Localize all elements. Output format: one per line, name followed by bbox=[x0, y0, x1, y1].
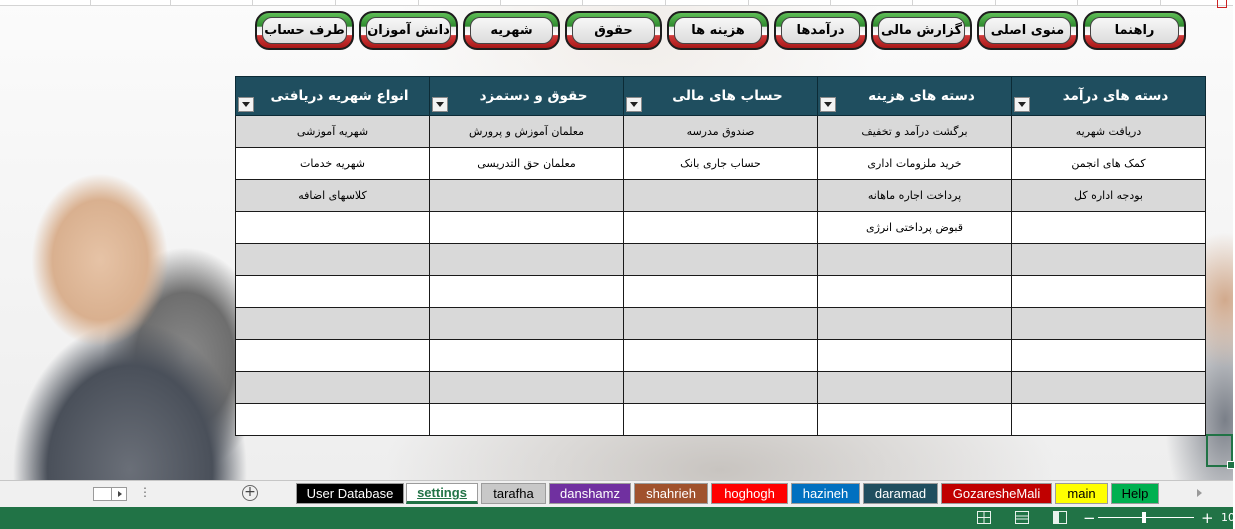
table-cell[interactable]: حساب جاری بانک bbox=[624, 148, 818, 180]
sheet-tab-user-database[interactable]: User Database bbox=[296, 483, 404, 504]
tuition-button[interactable] bbox=[463, 11, 560, 50]
table-cell[interactable]: بودجه اداره کل bbox=[1012, 180, 1206, 212]
header-income-categories: دسته های درآمد bbox=[1012, 77, 1206, 116]
table-cell[interactable] bbox=[624, 372, 818, 404]
help-button[interactable] bbox=[1083, 11, 1186, 50]
students-button-label: دانش آموزان bbox=[366, 17, 451, 44]
table-cell[interactable] bbox=[430, 372, 624, 404]
table-cell[interactable] bbox=[236, 212, 430, 244]
table-row bbox=[236, 180, 1206, 212]
add-sheet-button[interactable]: + bbox=[242, 485, 258, 501]
table-cell[interactable]: معلمان آموزش و پرورش bbox=[430, 116, 624, 148]
table-cell[interactable] bbox=[818, 372, 1012, 404]
expenses-button-label: هزینه ها bbox=[674, 17, 762, 44]
zoom-level[interactable]: 10 bbox=[1221, 511, 1235, 524]
horizontal-scrollbar[interactable] bbox=[93, 487, 127, 501]
table-cell[interactable] bbox=[624, 180, 818, 212]
table-cell[interactable] bbox=[818, 244, 1012, 276]
sheet-tab-hazineh[interactable]: hazineh bbox=[791, 483, 860, 504]
help-button-label: راهنما bbox=[1090, 17, 1179, 44]
header-financial-accounts: حساب های مالی bbox=[624, 77, 818, 116]
corner-marker bbox=[1217, 0, 1227, 8]
financial-report-button-label: گزارش مالی bbox=[878, 17, 965, 44]
table-cell[interactable] bbox=[818, 308, 1012, 340]
table-cell[interactable] bbox=[1012, 212, 1206, 244]
scroll-right-icon[interactable] bbox=[118, 491, 122, 497]
table-header-row bbox=[236, 77, 1206, 116]
sheet-tab-settings[interactable]: settings bbox=[406, 483, 478, 504]
table-row bbox=[236, 404, 1206, 436]
incomes-button[interactable] bbox=[774, 11, 867, 50]
table-cell[interactable] bbox=[624, 340, 818, 372]
tab-split-handle-icon[interactable]: ⋮ bbox=[139, 485, 151, 499]
table-cell[interactable] bbox=[1012, 244, 1206, 276]
main-menu-button[interactable] bbox=[977, 11, 1078, 50]
table-row bbox=[236, 308, 1206, 340]
table-row bbox=[236, 212, 1206, 244]
sheet-tab-help[interactable]: Help bbox=[1111, 483, 1159, 504]
table-cell[interactable] bbox=[430, 212, 624, 244]
sheet-tab-bar bbox=[0, 480, 1233, 507]
table-cell[interactable] bbox=[430, 276, 624, 308]
table-row bbox=[236, 244, 1206, 276]
tuition-button-label: شهریه bbox=[470, 17, 553, 44]
zoom-out-button[interactable]: − bbox=[1083, 509, 1096, 527]
zoom-slider-thumb[interactable] bbox=[1142, 512, 1146, 523]
sheet-tab-shahrieh[interactable]: shahrieh bbox=[634, 483, 708, 504]
salaries-button-label: حقوق bbox=[572, 17, 655, 44]
page-break-view-icon[interactable] bbox=[1053, 511, 1067, 524]
sheet-tab-danshamz[interactable]: danshamz bbox=[549, 483, 631, 504]
table-cell[interactable] bbox=[236, 404, 430, 436]
table-cell[interactable] bbox=[1012, 372, 1206, 404]
accounts-party-button-label: طرف حساب bbox=[262, 17, 347, 44]
header-tuition-types: انواع شهریه دریافتی bbox=[236, 77, 430, 116]
table-cell[interactable] bbox=[624, 308, 818, 340]
incomes-button-label: درآمدها bbox=[781, 17, 860, 44]
table-cell[interactable] bbox=[430, 180, 624, 212]
table-row bbox=[236, 340, 1206, 372]
table-cell[interactable] bbox=[818, 276, 1012, 308]
salaries-button[interactable] bbox=[565, 11, 662, 50]
table-cell[interactable]: معلمان حق التدریسی bbox=[430, 148, 624, 180]
table-row bbox=[236, 148, 1206, 180]
tab-scroll-right-icon[interactable] bbox=[1197, 489, 1202, 497]
header-salaries: حقوق و دستمزد bbox=[430, 77, 624, 116]
table-cell[interactable] bbox=[236, 276, 430, 308]
table-cell[interactable] bbox=[1012, 404, 1206, 436]
table-cell[interactable] bbox=[236, 340, 430, 372]
table-cell[interactable] bbox=[236, 244, 430, 276]
table-row bbox=[236, 276, 1206, 308]
sheet-tab-tarafha[interactable]: tarafha bbox=[481, 483, 546, 504]
settings-table bbox=[235, 76, 1206, 436]
page-layout-view-icon[interactable] bbox=[1015, 511, 1029, 524]
sheet-tab-daramad[interactable]: daramad bbox=[863, 483, 938, 504]
table-cell[interactable] bbox=[1012, 308, 1206, 340]
filter-dropdown-icon[interactable] bbox=[1014, 97, 1030, 112]
normal-view-icon[interactable] bbox=[977, 511, 991, 524]
table-cell[interactable] bbox=[1012, 276, 1206, 308]
table-cell[interactable]: صندوق مدرسه bbox=[624, 116, 818, 148]
zoom-slider[interactable] bbox=[1098, 517, 1194, 518]
table-cell[interactable] bbox=[624, 276, 818, 308]
table-cell[interactable] bbox=[624, 404, 818, 436]
table-cell[interactable] bbox=[430, 404, 624, 436]
table-row bbox=[236, 116, 1206, 148]
filter-dropdown-icon[interactable] bbox=[626, 97, 642, 112]
table-cell[interactable]: پرداخت اجاره ماهانه bbox=[818, 180, 1012, 212]
table-cell[interactable]: قبوض پرداختی انرژی bbox=[818, 212, 1012, 244]
table-cell[interactable]: دریافت شهریه bbox=[1012, 116, 1206, 148]
table-cell[interactable]: شهریه آموزشی bbox=[236, 116, 430, 148]
filter-dropdown-icon[interactable] bbox=[820, 97, 836, 112]
column-gridlines bbox=[0, 0, 1233, 6]
table-cell[interactable] bbox=[624, 212, 818, 244]
table-cell[interactable] bbox=[236, 372, 430, 404]
sheet-tab-gozareshemali[interactable]: GozaresheMali bbox=[941, 483, 1052, 504]
table-cell[interactable]: کمک های انجمن bbox=[1012, 148, 1206, 180]
expenses-button[interactable] bbox=[667, 11, 769, 50]
table-cell[interactable]: شهریه خدمات bbox=[236, 148, 430, 180]
macro-button-row bbox=[0, 11, 1233, 51]
selected-cell-indicator[interactable] bbox=[1206, 434, 1233, 467]
table-cell[interactable] bbox=[430, 244, 624, 276]
filter-dropdown-icon[interactable] bbox=[238, 97, 254, 112]
main-menu-button-label: منوی اصلی bbox=[984, 17, 1071, 44]
table-cell[interactable] bbox=[430, 308, 624, 340]
table-cell[interactable] bbox=[818, 404, 1012, 436]
table-cell[interactable] bbox=[1012, 340, 1206, 372]
table-cell[interactable]: برگشت درآمد و تخفیف bbox=[818, 116, 1012, 148]
table-row bbox=[236, 372, 1206, 404]
financial-report-button[interactable] bbox=[871, 11, 972, 50]
filter-dropdown-icon[interactable] bbox=[432, 97, 448, 112]
table-cell[interactable]: خرید ملزومات اداری bbox=[818, 148, 1012, 180]
status-bar bbox=[0, 507, 1233, 529]
table-cell[interactable] bbox=[430, 340, 624, 372]
table-cell[interactable] bbox=[624, 244, 818, 276]
zoom-in-button[interactable]: + bbox=[1201, 509, 1214, 527]
table-cell[interactable] bbox=[236, 308, 430, 340]
sheet-tab-main[interactable]: main bbox=[1055, 483, 1108, 504]
sheet-tab-hoghogh[interactable]: hoghogh bbox=[711, 483, 788, 504]
header-expense-categories: دسته های هزینه bbox=[818, 77, 1012, 116]
table-cell[interactable] bbox=[818, 340, 1012, 372]
accounts-party-button[interactable] bbox=[255, 11, 354, 50]
students-button[interactable] bbox=[359, 11, 458, 50]
table-cell[interactable]: کلاسهای اضافه bbox=[236, 180, 430, 212]
